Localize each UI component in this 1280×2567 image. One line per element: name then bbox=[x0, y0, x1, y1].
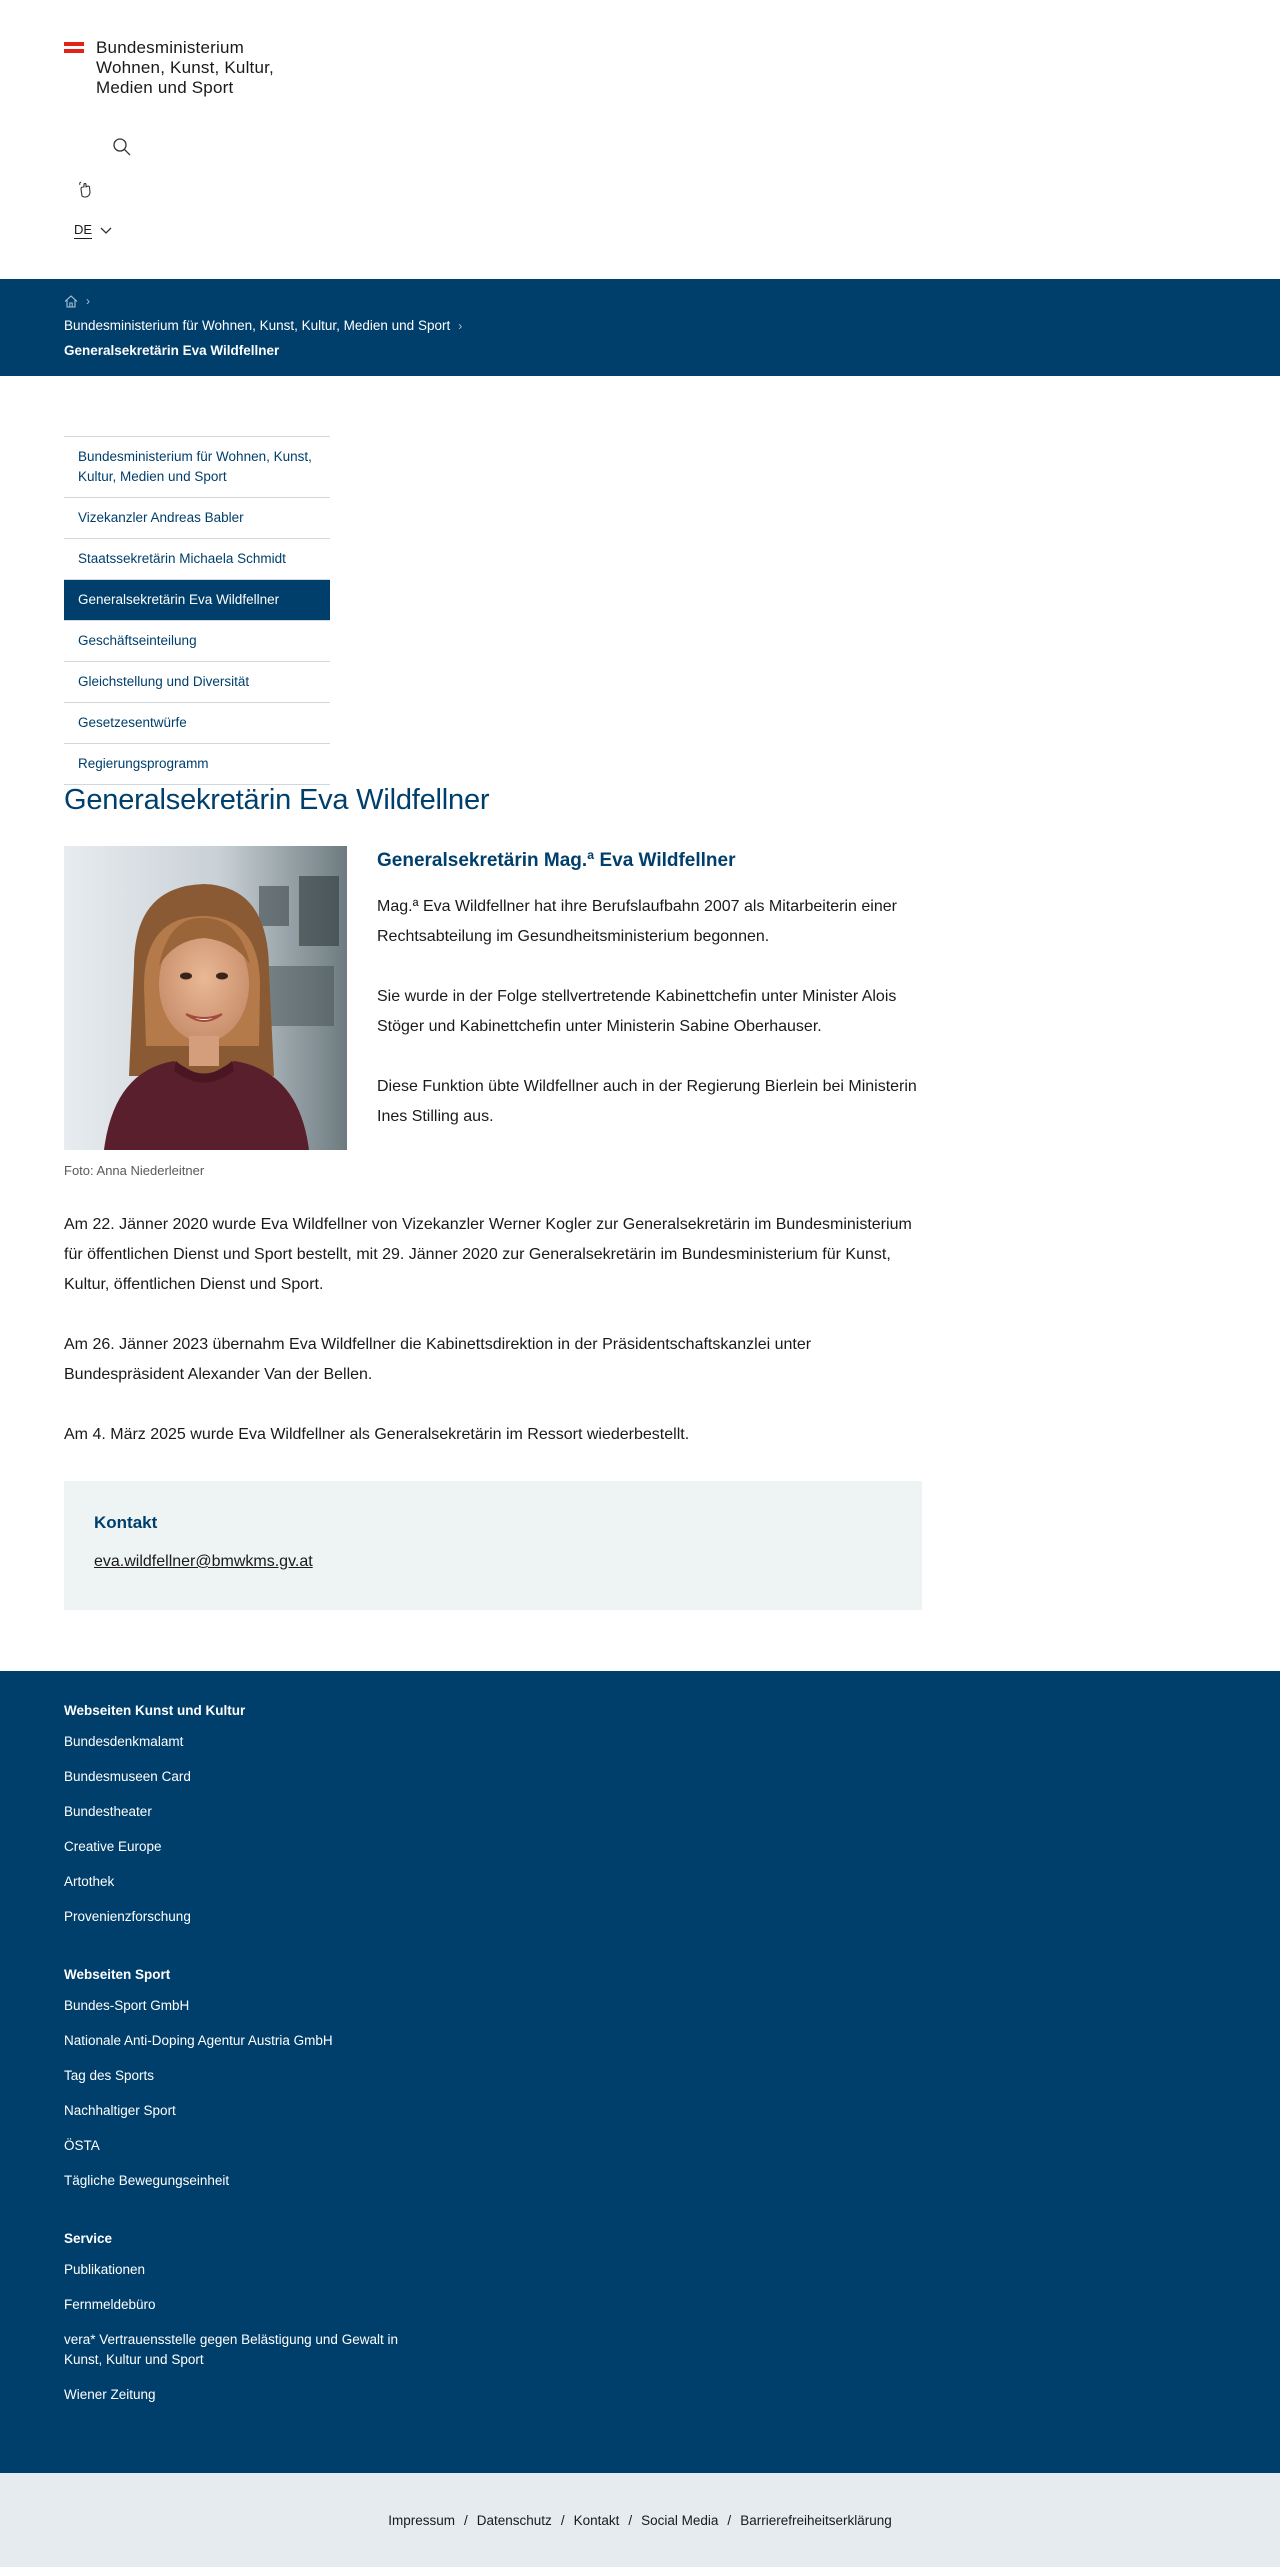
intro-section bbox=[377, 846, 922, 1162]
biography-paragraph: Am 4. März 2025 wurde Eva Wildfellner als Generalsekretärin im Ressort wiederbestellt. bbox=[64, 1426, 690, 1443]
footer-section-kunst-kultur bbox=[64, 1703, 444, 1942]
footer-bottom-bar bbox=[0, 2473, 1280, 2567]
footer-heading: Webseiten Kunst und Kultur bbox=[64, 1703, 246, 1718]
footer-link[interactable]: Bundesdenkmalamt bbox=[64, 1734, 184, 1749]
biography-section bbox=[64, 1210, 924, 1480]
footer-link[interactable]: Tägliche Bewegungseinheit bbox=[64, 2173, 230, 2188]
portrait-photo bbox=[64, 846, 347, 1150]
side-navigation bbox=[64, 436, 330, 785]
separator: / bbox=[727, 2512, 732, 2528]
kontakt-link[interactable]: Kontakt bbox=[573, 2512, 620, 2528]
biography-paragraph: Am 26. Jänner 2023 übernahm Eva Wildfellner die Kabinettsdirektion in der Präsidentschaftskanzlei unter Bundespräsident Alexander Van der Bellen. bbox=[64, 1336, 812, 1383]
footer-section-sport bbox=[64, 1967, 444, 2206]
footer-link[interactable]: ÖSTA bbox=[64, 2138, 100, 2153]
chevron-right-icon: › bbox=[86, 294, 90, 308]
social-media-link[interactable]: Social Media bbox=[641, 2512, 719, 2528]
breadcrumb-current: Generalsekretärin Eva Wildfellner bbox=[64, 343, 280, 358]
footer-link[interactable]: Artothek bbox=[64, 1874, 115, 1889]
sign-language-icon bbox=[76, 180, 96, 200]
sidenav-item-generalsekretaerin[interactable]: Generalsekretärin Eva Wildfellner bbox=[64, 580, 330, 621]
sidenav-item-gleichstellung[interactable]: Gleichstellung und Diversität bbox=[64, 662, 330, 703]
footer-link[interactable]: Bundes-Sport GmbH bbox=[64, 1998, 190, 2013]
intro-paragraph: Sie wurde in der Folge stellvertretende Kabinettchefin unter Minister Alois Stöger und Kabinettchefin unter Ministerin Sabine Oberhauser. bbox=[377, 988, 897, 1035]
separator: / bbox=[560, 2512, 565, 2528]
sidenav-item-geschaeftseinteilung[interactable]: Geschäftseinteilung bbox=[64, 621, 330, 662]
intro-heading: Generalsekretärin Mag.ª Eva Wildfellner bbox=[377, 850, 736, 871]
logo-text bbox=[96, 38, 274, 98]
ministry-logo[interactable] bbox=[64, 38, 274, 98]
language-selector[interactable] bbox=[74, 222, 112, 239]
breadcrumb-item-ministry bbox=[64, 318, 462, 333]
intro-paragraph: Mag.ª Eva Wildfellner hat ihre Berufslaufbahn 2007 als Mitarbeiterin einer Rechtsabteilung im Gesundheitsministerium begonnen. bbox=[377, 898, 897, 945]
biography-paragraph: Am 22. Jänner 2020 wurde Eva Wildfellner von Vizekanzler Werner Kogler zur Generalsekretärin im Bundesministerium für öffentlichen Dienst und Sport bestellt, mit 29. Jänner 2020 zur Generalsekretärin im Bundesministerium für Kunst, Kultur, öffentlichen Dienst und Sport. bbox=[64, 1216, 912, 1293]
sidenav-item-regierungsprogramm[interactable]: Regierungsprogramm bbox=[64, 744, 330, 785]
photo-caption: Foto: Anna Niederleitner bbox=[64, 1163, 205, 1178]
impressum-link[interactable]: Impressum bbox=[388, 2512, 455, 2528]
footer-section-service bbox=[64, 2231, 414, 2420]
footer-heading: Webseiten Sport bbox=[64, 1967, 171, 1982]
breadcrumb-home[interactable] bbox=[64, 294, 90, 308]
sidenav-item-staatssekretaerin[interactable]: Staatssekretärin Michaela Schmidt bbox=[64, 539, 330, 580]
footer-link[interactable]: Creative Europe bbox=[64, 1839, 162, 1854]
search-icon bbox=[112, 137, 132, 157]
separator: / bbox=[628, 2512, 633, 2528]
chevron-down-icon bbox=[100, 227, 112, 235]
contact-heading: Kontakt bbox=[94, 1513, 158, 1532]
separator: / bbox=[464, 2512, 468, 2528]
portrait-image bbox=[64, 846, 347, 1150]
footer-link[interactable]: Bundestheater bbox=[64, 1804, 152, 1819]
footer-link[interactable]: Provenienzforschung bbox=[64, 1909, 191, 1924]
site-header bbox=[0, 0, 1280, 279]
breadcrumb-link-ministry[interactable]: Bundesministerium für Wohnen, Kunst, Kultur, Medien und Sport bbox=[64, 318, 451, 333]
austrian-flag-icon bbox=[64, 42, 84, 55]
search-button[interactable] bbox=[108, 133, 136, 161]
footer-link[interactable]: Fernmeldebüro bbox=[64, 2297, 156, 2312]
sidenav-item-gesetzesentwuerfe[interactable]: Gesetzesentwürfe bbox=[64, 703, 330, 744]
footer-link[interactable]: vera* Vertrauensstelle gegen Belästigung und Gewalt in Kunst, Kultur und Sport bbox=[64, 2332, 398, 2367]
sidenav-item-ministry[interactable]: Bundesministerium für Wohnen, Kunst, Kultur, Medien und Sport bbox=[64, 437, 330, 498]
logo-line-1: Bundesministerium bbox=[96, 38, 244, 57]
footer-link[interactable]: Bundesmuseen Card bbox=[64, 1769, 191, 1784]
site-footer bbox=[0, 1671, 1280, 2473]
footer-heading: Service bbox=[64, 2231, 113, 2246]
datenschutz-link[interactable]: Datenschutz bbox=[476, 2512, 552, 2528]
contact-box bbox=[64, 1481, 922, 1610]
sign-language-button[interactable] bbox=[72, 176, 100, 204]
footer-link[interactable]: Publikationen bbox=[64, 2262, 146, 2277]
intro-paragraph: Diese Funktion übte Wildfellner auch in der Regierung Bierlein bei Ministerin Ines Stilling aus. bbox=[377, 1078, 917, 1125]
legal-links bbox=[388, 2513, 892, 2528]
chevron-right-icon: › bbox=[458, 318, 463, 333]
footer-link[interactable]: Tag des Sports bbox=[64, 2068, 155, 2083]
barrierefreiheit-link[interactable]: Barrierefreiheitserklärung bbox=[740, 2512, 892, 2528]
home-icon bbox=[64, 295, 78, 308]
footer-link[interactable]: Nachhaltiger Sport bbox=[64, 2103, 176, 2118]
logo-line-2: Wohnen, Kunst, Kultur, bbox=[96, 58, 274, 77]
sidenav-item-vizekanzler[interactable]: Vizekanzler Andreas Babler bbox=[64, 498, 330, 539]
page-title: Generalsekretärin Eva Wildfellner bbox=[64, 784, 490, 816]
contact-email-link[interactable]: eva.wildfellner@bmwkms.gv.at bbox=[94, 1553, 313, 1570]
logo-line-3: Medien und Sport bbox=[96, 78, 234, 97]
footer-link[interactable]: Nationale Anti-Doping Agentur Austria GmbH bbox=[64, 2033, 333, 2048]
language-code: DE bbox=[74, 222, 93, 237]
footer-link[interactable]: Wiener Zeitung bbox=[64, 2387, 156, 2402]
